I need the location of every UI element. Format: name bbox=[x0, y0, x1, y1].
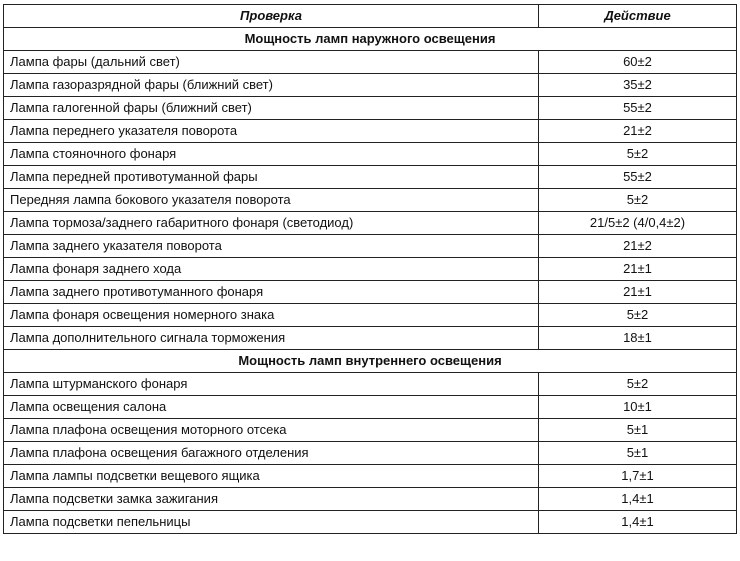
section-title: Мощность ламп внутреннего освещения bbox=[4, 350, 737, 373]
table-row bbox=[4, 51, 737, 74]
section-row-exterior bbox=[4, 28, 737, 51]
table-row bbox=[4, 212, 737, 235]
row-value: 1,4±1 bbox=[539, 488, 737, 511]
row-name: Лампа заднего противотуманного фонаря bbox=[4, 281, 539, 304]
section-title: Мощность ламп наружного освещения bbox=[4, 28, 737, 51]
row-name: Лампа галогенной фары (ближний свет) bbox=[4, 97, 539, 120]
row-value: 10±1 bbox=[539, 396, 737, 419]
row-name: Лампа фары (дальний свет) bbox=[4, 51, 539, 74]
row-value: 21±1 bbox=[539, 258, 737, 281]
table-row bbox=[4, 442, 737, 465]
table-row bbox=[4, 97, 737, 120]
section-row-interior bbox=[4, 350, 737, 373]
row-value: 1,4±1 bbox=[539, 511, 737, 534]
row-name: Лампа лампы подсветки вещевого ящика bbox=[4, 465, 539, 488]
row-name: Лампа подсветки пепельницы bbox=[4, 511, 539, 534]
row-name: Лампа фонаря заднего хода bbox=[4, 258, 539, 281]
row-name: Лампа передней противотуманной фары bbox=[4, 166, 539, 189]
table-row bbox=[4, 74, 737, 97]
table-row bbox=[4, 488, 737, 511]
row-value: 60±2 bbox=[539, 51, 737, 74]
row-value: 5±2 bbox=[539, 143, 737, 166]
row-value: 5±2 bbox=[539, 189, 737, 212]
table-row bbox=[4, 304, 737, 327]
row-value: 5±2 bbox=[539, 373, 737, 396]
header-check: Проверка bbox=[4, 5, 539, 28]
table-row bbox=[4, 258, 737, 281]
row-name: Лампа переднего указателя поворота bbox=[4, 120, 539, 143]
row-value: 5±1 bbox=[539, 442, 737, 465]
row-value: 5±2 bbox=[539, 304, 737, 327]
table-row bbox=[4, 143, 737, 166]
table-row bbox=[4, 166, 737, 189]
row-name: Лампа подсветки замка зажигания bbox=[4, 488, 539, 511]
row-name: Лампа освещения салона bbox=[4, 396, 539, 419]
row-name: Лампа плафона освещения багажного отделения bbox=[4, 442, 539, 465]
row-value: 55±2 bbox=[539, 97, 737, 120]
row-name: Лампа фонаря освещения номерного знака bbox=[4, 304, 539, 327]
table-row bbox=[4, 235, 737, 258]
table-row bbox=[4, 327, 737, 350]
row-name: Лампа дополнительного сигнала торможения bbox=[4, 327, 539, 350]
row-name: Лампа газоразрядной фары (ближний свет) bbox=[4, 74, 539, 97]
table-row bbox=[4, 281, 737, 304]
table-header-row bbox=[4, 5, 737, 28]
row-value: 21±1 bbox=[539, 281, 737, 304]
table-row bbox=[4, 511, 737, 534]
row-value: 21±2 bbox=[539, 120, 737, 143]
row-name: Лампа стояночного фонаря bbox=[4, 143, 539, 166]
table-row bbox=[4, 396, 737, 419]
table-row bbox=[4, 419, 737, 442]
row-value: 18±1 bbox=[539, 327, 737, 350]
table-row bbox=[4, 189, 737, 212]
table-row bbox=[4, 465, 737, 488]
row-name: Лампа плафона освещения моторного отсека bbox=[4, 419, 539, 442]
row-value: 35±2 bbox=[539, 74, 737, 97]
row-value: 21/5±2 (4/0,4±2) bbox=[539, 212, 737, 235]
row-name: Лампа тормоза/заднего габаритного фонаря (светодиод) bbox=[4, 212, 539, 235]
table-row bbox=[4, 373, 737, 396]
row-name: Лампа заднего указателя поворота bbox=[4, 235, 539, 258]
row-value: 1,7±1 bbox=[539, 465, 737, 488]
lamp-power-table bbox=[3, 4, 737, 534]
table-row bbox=[4, 120, 737, 143]
row-value: 55±2 bbox=[539, 166, 737, 189]
row-value: 21±2 bbox=[539, 235, 737, 258]
header-action: Действие bbox=[539, 5, 737, 28]
row-name: Передняя лампа бокового указателя поворота bbox=[4, 189, 539, 212]
row-name: Лампа штурманского фонаря bbox=[4, 373, 539, 396]
row-value: 5±1 bbox=[539, 419, 737, 442]
